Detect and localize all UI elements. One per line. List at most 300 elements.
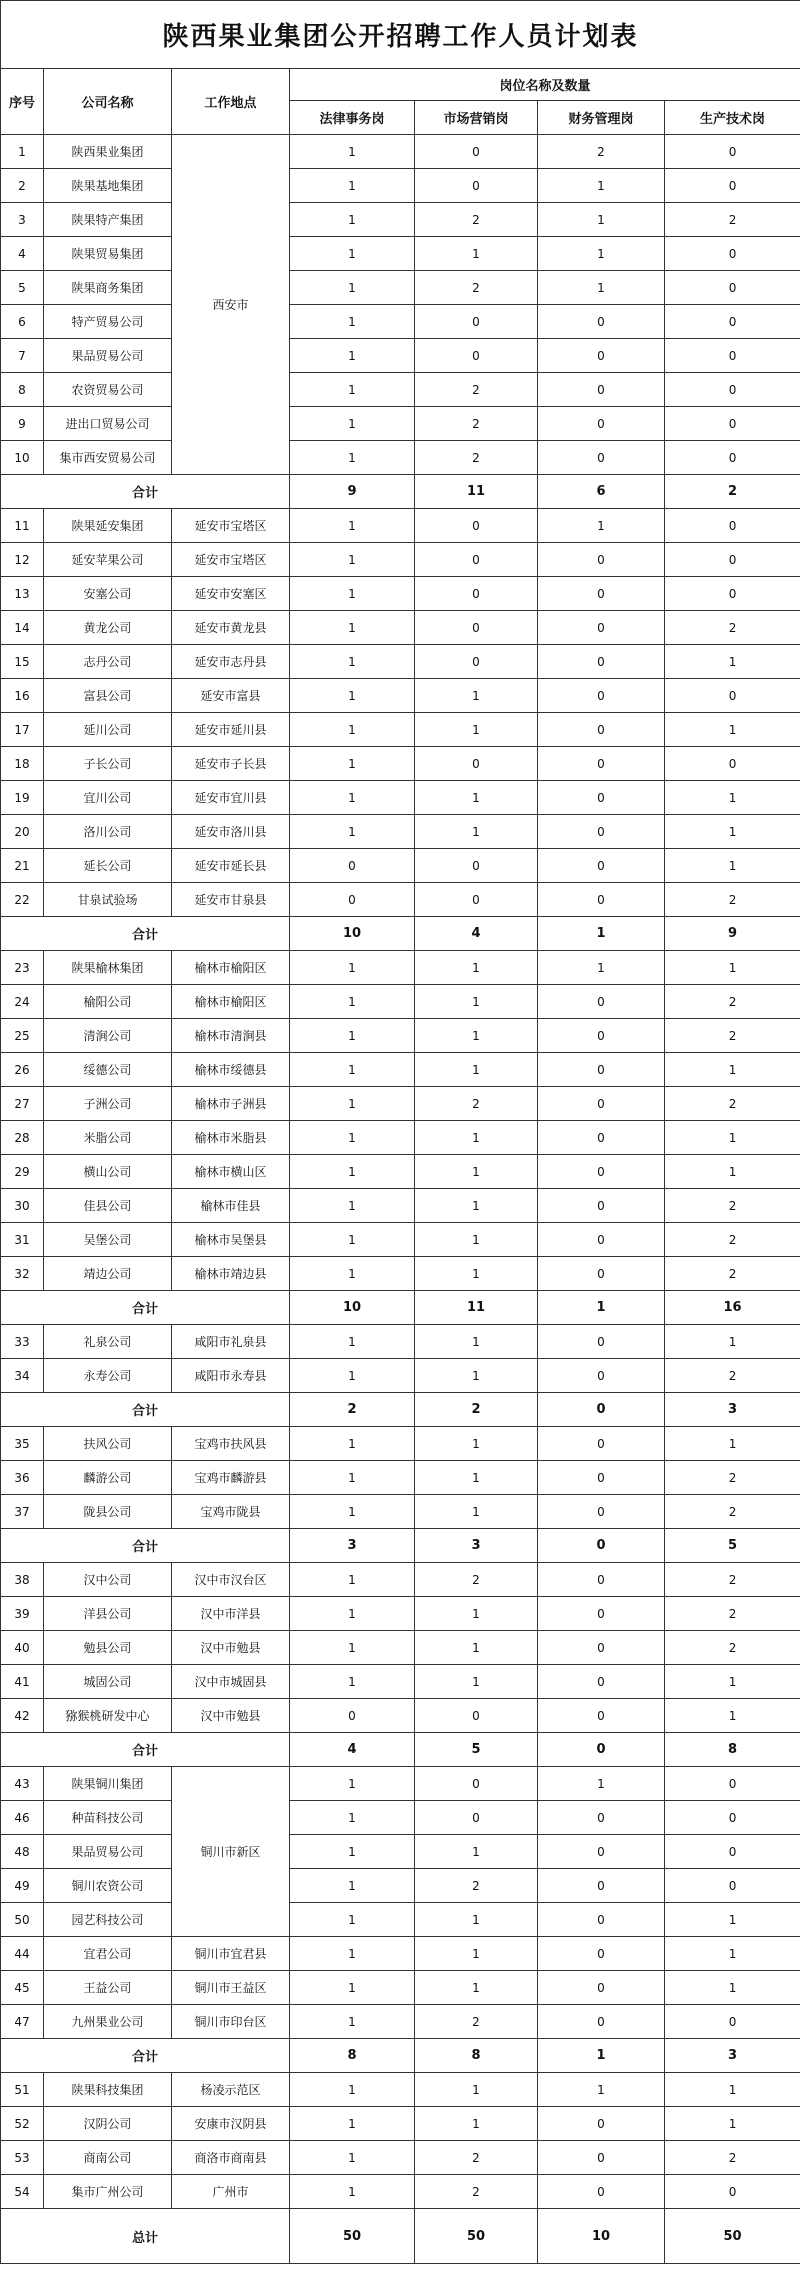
row-count-finance: 0 — [538, 1427, 665, 1461]
row-count-marketing: 1 — [415, 815, 538, 849]
row-company: 延川公司 — [44, 713, 172, 747]
row-seq: 49 — [1, 1869, 44, 1903]
subtotal-label: 合计 — [1, 917, 290, 951]
row-count-production: 1 — [665, 2073, 800, 2107]
row-location: 咸阳市礼泉县 — [172, 1325, 290, 1359]
row-count-finance: 0 — [538, 339, 665, 373]
table-row — [1, 1189, 800, 1223]
row-company: 商南公司 — [44, 2141, 172, 2175]
grand-total-label: 总计 — [1, 2209, 290, 2264]
row-count-production: 2 — [665, 985, 800, 1019]
header-company: 公司名称 — [44, 69, 172, 135]
subtotal-count-marketing: 5 — [415, 1733, 538, 1767]
row-count-marketing: 1 — [415, 1155, 538, 1189]
row-seq: 47 — [1, 2005, 44, 2039]
row-seq: 8 — [1, 373, 44, 407]
row-seq: 34 — [1, 1359, 44, 1393]
row-count-marketing: 2 — [415, 271, 538, 305]
row-company: 陕果基地集团 — [44, 169, 172, 203]
row-count-legal: 1 — [290, 2175, 415, 2209]
header-location: 工作地点 — [172, 69, 290, 135]
row-count-production: 0 — [665, 747, 800, 781]
row-count-finance: 0 — [538, 985, 665, 1019]
row-count-marketing: 1 — [415, 1665, 538, 1699]
subtotal-count-marketing: 2 — [415, 1393, 538, 1427]
row-location: 延安市洛川县 — [172, 815, 290, 849]
row-company: 黄龙公司 — [44, 611, 172, 645]
row-count-production: 0 — [665, 237, 800, 271]
row-count-finance: 0 — [538, 679, 665, 713]
row-company: 陕果特产集团 — [44, 203, 172, 237]
row-count-production: 1 — [665, 951, 800, 985]
row-company: 米脂公司 — [44, 1121, 172, 1155]
row-company: 富县公司 — [44, 679, 172, 713]
row-count-finance: 0 — [538, 1971, 665, 2005]
row-count-production: 2 — [665, 1461, 800, 1495]
row-company: 集市西安贸易公司 — [44, 441, 172, 475]
table-row — [1, 1801, 800, 1835]
table-row — [1, 1155, 800, 1189]
row-seq: 19 — [1, 781, 44, 815]
row-count-finance: 0 — [538, 577, 665, 611]
row-seq: 27 — [1, 1087, 44, 1121]
row-company: 宜川公司 — [44, 781, 172, 815]
subtotal-row — [1, 1733, 800, 1767]
row-company: 宜君公司 — [44, 1937, 172, 1971]
row-company: 安塞公司 — [44, 577, 172, 611]
row-company: 志丹公司 — [44, 645, 172, 679]
table-row — [1, 373, 800, 407]
row-count-legal: 1 — [290, 169, 415, 203]
row-location: 延安市延长县 — [172, 849, 290, 883]
row-count-legal: 1 — [290, 305, 415, 339]
row-count-finance: 0 — [538, 1835, 665, 1869]
row-location: 延安市宝塔区 — [172, 509, 290, 543]
row-count-legal: 1 — [290, 1597, 415, 1631]
row-count-marketing: 1 — [415, 1325, 538, 1359]
row-count-marketing: 0 — [415, 509, 538, 543]
row-company: 九州果业公司 — [44, 2005, 172, 2039]
row-seq: 23 — [1, 951, 44, 985]
row-seq: 24 — [1, 985, 44, 1019]
row-count-marketing: 2 — [415, 1087, 538, 1121]
row-count-finance: 0 — [538, 1257, 665, 1291]
row-company: 横山公司 — [44, 1155, 172, 1189]
row-location: 汉中市勉县 — [172, 1631, 290, 1665]
row-count-production: 1 — [665, 1053, 800, 1087]
table-row — [1, 509, 800, 543]
row-company: 城固公司 — [44, 1665, 172, 1699]
row-count-legal: 1 — [290, 1155, 415, 1189]
row-count-production: 2 — [665, 1495, 800, 1529]
row-count-marketing: 0 — [415, 543, 538, 577]
row-location: 榆林市米脂县 — [172, 1121, 290, 1155]
row-count-production: 2 — [665, 1223, 800, 1257]
row-seq: 18 — [1, 747, 44, 781]
row-count-marketing: 2 — [415, 2175, 538, 2209]
row-count-production: 1 — [665, 1937, 800, 1971]
row-count-marketing: 1 — [415, 1427, 538, 1461]
row-count-legal: 1 — [290, 1257, 415, 1291]
subtotal-count-production: 2 — [665, 475, 800, 509]
row-count-legal: 1 — [290, 985, 415, 1019]
row-count-legal: 1 — [290, 1495, 415, 1529]
subtotal-count-production: 3 — [665, 1393, 800, 1427]
row-company: 果品贸易公司 — [44, 339, 172, 373]
row-count-finance: 0 — [538, 747, 665, 781]
row-location: 汉中市城固县 — [172, 1665, 290, 1699]
row-count-legal: 1 — [290, 611, 415, 645]
row-count-marketing: 1 — [415, 1971, 538, 2005]
subtotal-row — [1, 1393, 800, 1427]
row-location: 宝鸡市扶风县 — [172, 1427, 290, 1461]
row-count-finance: 0 — [538, 1189, 665, 1223]
row-count-production: 1 — [665, 645, 800, 679]
row-count-legal: 1 — [290, 1835, 415, 1869]
row-count-production: 1 — [665, 815, 800, 849]
table-row — [1, 1937, 800, 1971]
grand-total-count-legal: 50 — [290, 2209, 415, 2264]
row-seq: 54 — [1, 2175, 44, 2209]
row-count-production: 0 — [665, 2005, 800, 2039]
row-count-legal: 1 — [290, 1665, 415, 1699]
row-count-legal: 1 — [290, 1087, 415, 1121]
row-location: 安康市汉阴县 — [172, 2107, 290, 2141]
row-company: 延安苹果公司 — [44, 543, 172, 577]
subtotal-row — [1, 1529, 800, 1563]
table-row — [1, 1665, 800, 1699]
row-count-production: 0 — [665, 543, 800, 577]
subtotal-count-legal: 9 — [290, 475, 415, 509]
row-count-production: 1 — [665, 1971, 800, 2005]
row-location: 榆林市佳县 — [172, 1189, 290, 1223]
row-company: 勉县公司 — [44, 1631, 172, 1665]
row-seq: 53 — [1, 2141, 44, 2175]
row-company: 礼泉公司 — [44, 1325, 172, 1359]
row-location: 榆林市靖边县 — [172, 1257, 290, 1291]
row-count-marketing: 2 — [415, 1869, 538, 1903]
row-count-finance: 1 — [538, 203, 665, 237]
page-title: 陕西果业集团公开招聘工作人员计划表 — [1, 1, 800, 69]
subtotal-count-legal: 3 — [290, 1529, 415, 1563]
row-seq: 28 — [1, 1121, 44, 1155]
row-company: 进出口贸易公司 — [44, 407, 172, 441]
row-seq: 31 — [1, 1223, 44, 1257]
row-location: 榆林市绥德县 — [172, 1053, 290, 1087]
row-location: 广州市 — [172, 2175, 290, 2209]
row-count-legal: 1 — [290, 1019, 415, 1053]
row-company: 种苗科技公司 — [44, 1801, 172, 1835]
row-count-production: 1 — [665, 2107, 800, 2141]
table-row — [1, 1495, 800, 1529]
row-company: 铜川农资公司 — [44, 1869, 172, 1903]
row-count-finance: 0 — [538, 1563, 665, 1597]
row-count-legal: 1 — [290, 2005, 415, 2039]
row-count-finance: 0 — [538, 1019, 665, 1053]
table-row — [1, 1461, 800, 1495]
row-count-legal: 1 — [290, 1563, 415, 1597]
row-seq: 48 — [1, 1835, 44, 1869]
row-location: 榆林市横山区 — [172, 1155, 290, 1189]
subtotal-count-marketing: 3 — [415, 1529, 538, 1563]
table-row — [1, 883, 800, 917]
row-count-marketing: 2 — [415, 441, 538, 475]
subtotal-label: 合计 — [1, 1291, 290, 1325]
grand-total-row — [1, 2209, 800, 2264]
row-company: 麟游公司 — [44, 1461, 172, 1495]
header-positions-group: 岗位名称及数量 — [290, 69, 800, 101]
row-count-finance: 0 — [538, 645, 665, 679]
row-count-production: 2 — [665, 1019, 800, 1053]
row-count-legal: 1 — [290, 1801, 415, 1835]
row-count-finance: 0 — [538, 1325, 665, 1359]
row-count-marketing: 0 — [415, 135, 538, 169]
row-count-finance: 1 — [538, 1767, 665, 1801]
row-count-legal: 0 — [290, 1699, 415, 1733]
row-count-production: 2 — [665, 1597, 800, 1631]
row-count-production: 0 — [665, 373, 800, 407]
row-count-legal: 1 — [290, 2073, 415, 2107]
row-count-legal: 1 — [290, 203, 415, 237]
row-count-finance: 1 — [538, 951, 665, 985]
grand-total-count-finance: 10 — [538, 2209, 665, 2264]
row-count-marketing: 1 — [415, 951, 538, 985]
subtotal-count-legal: 4 — [290, 1733, 415, 1767]
row-seq: 29 — [1, 1155, 44, 1189]
row-count-legal: 1 — [290, 1461, 415, 1495]
subtotal-label: 合计 — [1, 1529, 290, 1563]
table-row — [1, 339, 800, 373]
row-count-marketing: 0 — [415, 339, 538, 373]
row-count-marketing: 1 — [415, 237, 538, 271]
row-count-legal: 1 — [290, 1903, 415, 1937]
row-count-legal: 1 — [290, 1937, 415, 1971]
row-count-production: 0 — [665, 1767, 800, 1801]
table-row — [1, 781, 800, 815]
row-count-marketing: 0 — [415, 305, 538, 339]
row-count-legal: 1 — [290, 679, 415, 713]
row-company: 陕西果业集团 — [44, 135, 172, 169]
row-count-marketing: 1 — [415, 1359, 538, 1393]
row-count-production: 2 — [665, 1189, 800, 1223]
row-count-marketing: 0 — [415, 1801, 538, 1835]
row-seq: 30 — [1, 1189, 44, 1223]
row-seq: 20 — [1, 815, 44, 849]
row-count-finance: 0 — [538, 883, 665, 917]
row-count-marketing: 2 — [415, 373, 538, 407]
subtotal-count-finance: 1 — [538, 917, 665, 951]
row-count-production: 1 — [665, 849, 800, 883]
subtotal-row — [1, 1291, 800, 1325]
row-count-marketing: 0 — [415, 849, 538, 883]
subtotal-count-marketing: 11 — [415, 1291, 538, 1325]
row-count-marketing: 2 — [415, 407, 538, 441]
row-count-finance: 1 — [538, 2073, 665, 2107]
table-row — [1, 271, 800, 305]
subtotal-count-legal: 2 — [290, 1393, 415, 1427]
header-position-legal: 法律事务岗 — [290, 101, 415, 135]
subtotal-label: 合计 — [1, 475, 290, 509]
row-count-production: 0 — [665, 1801, 800, 1835]
row-count-marketing: 2 — [415, 2141, 538, 2175]
table-row — [1, 1971, 800, 2005]
row-count-marketing: 1 — [415, 679, 538, 713]
row-count-finance: 0 — [538, 781, 665, 815]
subtotal-label: 合计 — [1, 1733, 290, 1767]
table-row — [1, 1121, 800, 1155]
row-count-production: 0 — [665, 2175, 800, 2209]
row-seq: 10 — [1, 441, 44, 475]
row-location: 商洛市商南县 — [172, 2141, 290, 2175]
row-location: 宝鸡市麟游县 — [172, 1461, 290, 1495]
row-count-marketing: 1 — [415, 713, 538, 747]
row-seq: 50 — [1, 1903, 44, 1937]
row-count-marketing: 0 — [415, 169, 538, 203]
row-company: 绥德公司 — [44, 1053, 172, 1087]
row-location: 榆林市吴堡县 — [172, 1223, 290, 1257]
row-seq: 14 — [1, 611, 44, 645]
row-company: 特产贸易公司 — [44, 305, 172, 339]
table-row — [1, 441, 800, 475]
table-row — [1, 1835, 800, 1869]
row-count-legal: 1 — [290, 577, 415, 611]
row-seq: 41 — [1, 1665, 44, 1699]
row-seq: 7 — [1, 339, 44, 373]
row-count-marketing: 0 — [415, 1767, 538, 1801]
row-seq: 11 — [1, 509, 44, 543]
row-count-finance: 0 — [538, 1155, 665, 1189]
row-count-marketing: 0 — [415, 883, 538, 917]
row-count-legal: 1 — [290, 713, 415, 747]
row-count-finance: 0 — [538, 407, 665, 441]
row-count-finance: 0 — [538, 1053, 665, 1087]
row-company: 子洲公司 — [44, 1087, 172, 1121]
row-count-marketing: 1 — [415, 1461, 538, 1495]
row-company: 园艺科技公司 — [44, 1903, 172, 1937]
row-count-production: 1 — [665, 1427, 800, 1461]
row-count-finance: 0 — [538, 611, 665, 645]
row-count-marketing: 0 — [415, 1699, 538, 1733]
row-count-marketing: 1 — [415, 1121, 538, 1155]
row-count-finance: 0 — [538, 1223, 665, 1257]
subtotal-count-finance: 0 — [538, 1733, 665, 1767]
table-row — [1, 1597, 800, 1631]
row-count-production: 0 — [665, 1869, 800, 1903]
row-location: 宝鸡市陇县 — [172, 1495, 290, 1529]
header-position-production: 生产技术岗 — [665, 101, 800, 135]
table-row — [1, 2141, 800, 2175]
table-row — [1, 679, 800, 713]
row-count-finance: 0 — [538, 2107, 665, 2141]
row-count-finance: 0 — [538, 1461, 665, 1495]
row-location: 西安市 — [172, 135, 290, 475]
table-row — [1, 1359, 800, 1393]
row-count-marketing: 1 — [415, 2073, 538, 2107]
table-row — [1, 237, 800, 271]
row-location: 铜川市宜君县 — [172, 1937, 290, 1971]
row-seq: 37 — [1, 1495, 44, 1529]
row-count-production: 0 — [665, 441, 800, 475]
table-row — [1, 2005, 800, 2039]
table-row — [1, 815, 800, 849]
subtotal-count-finance: 0 — [538, 1393, 665, 1427]
row-seq: 13 — [1, 577, 44, 611]
row-count-legal: 1 — [290, 135, 415, 169]
table-row — [1, 1427, 800, 1461]
row-count-legal: 1 — [290, 2141, 415, 2175]
row-seq: 1 — [1, 135, 44, 169]
row-count-legal: 1 — [290, 441, 415, 475]
row-count-marketing: 1 — [415, 1223, 538, 1257]
table-row — [1, 2073, 800, 2107]
row-count-production: 0 — [665, 339, 800, 373]
row-count-production: 0 — [665, 407, 800, 441]
row-count-legal: 1 — [290, 1869, 415, 1903]
row-count-legal: 1 — [290, 543, 415, 577]
table-row — [1, 169, 800, 203]
row-count-production: 0 — [665, 577, 800, 611]
subtotal-count-production: 16 — [665, 1291, 800, 1325]
row-count-marketing: 1 — [415, 1257, 538, 1291]
table-row — [1, 2175, 800, 2209]
row-seq: 45 — [1, 1971, 44, 2005]
header-position-marketing: 市场营销岗 — [415, 101, 538, 135]
row-count-production: 2 — [665, 1631, 800, 1665]
table-row — [1, 985, 800, 1019]
row-seq: 12 — [1, 543, 44, 577]
row-count-legal: 1 — [290, 951, 415, 985]
row-count-production: 1 — [665, 1903, 800, 1937]
row-count-legal: 1 — [290, 271, 415, 305]
row-count-finance: 1 — [538, 509, 665, 543]
row-count-legal: 1 — [290, 1053, 415, 1087]
row-count-finance: 0 — [538, 1597, 665, 1631]
row-count-production: 0 — [665, 509, 800, 543]
subtotal-count-legal: 10 — [290, 1291, 415, 1325]
row-seq: 38 — [1, 1563, 44, 1597]
row-company: 洛川公司 — [44, 815, 172, 849]
row-seq: 35 — [1, 1427, 44, 1461]
row-count-production: 1 — [665, 1121, 800, 1155]
row-count-finance: 0 — [538, 1087, 665, 1121]
subtotal-count-finance: 1 — [538, 2039, 665, 2073]
grand-total-count-marketing: 50 — [415, 2209, 538, 2264]
table-row — [1, 2107, 800, 2141]
row-count-production: 0 — [665, 1835, 800, 1869]
row-location: 铜川市王益区 — [172, 1971, 290, 2005]
row-location: 延安市延川县 — [172, 713, 290, 747]
row-seq: 36 — [1, 1461, 44, 1495]
row-count-legal: 1 — [290, 509, 415, 543]
row-count-production: 2 — [665, 1359, 800, 1393]
table-body — [1, 135, 800, 2264]
row-company: 集市广州公司 — [44, 2175, 172, 2209]
row-count-production: 2 — [665, 203, 800, 237]
row-seq: 17 — [1, 713, 44, 747]
row-count-legal: 1 — [290, 1971, 415, 2005]
subtotal-count-production: 3 — [665, 2039, 800, 2073]
row-count-legal: 1 — [290, 1427, 415, 1461]
row-count-legal: 1 — [290, 373, 415, 407]
table-row — [1, 1767, 800, 1801]
row-seq: 16 — [1, 679, 44, 713]
subtotal-count-production: 9 — [665, 917, 800, 951]
row-count-finance: 0 — [538, 1699, 665, 1733]
row-count-finance: 2 — [538, 135, 665, 169]
row-location: 汉中市洋县 — [172, 1597, 290, 1631]
table-row — [1, 849, 800, 883]
table-row — [1, 747, 800, 781]
